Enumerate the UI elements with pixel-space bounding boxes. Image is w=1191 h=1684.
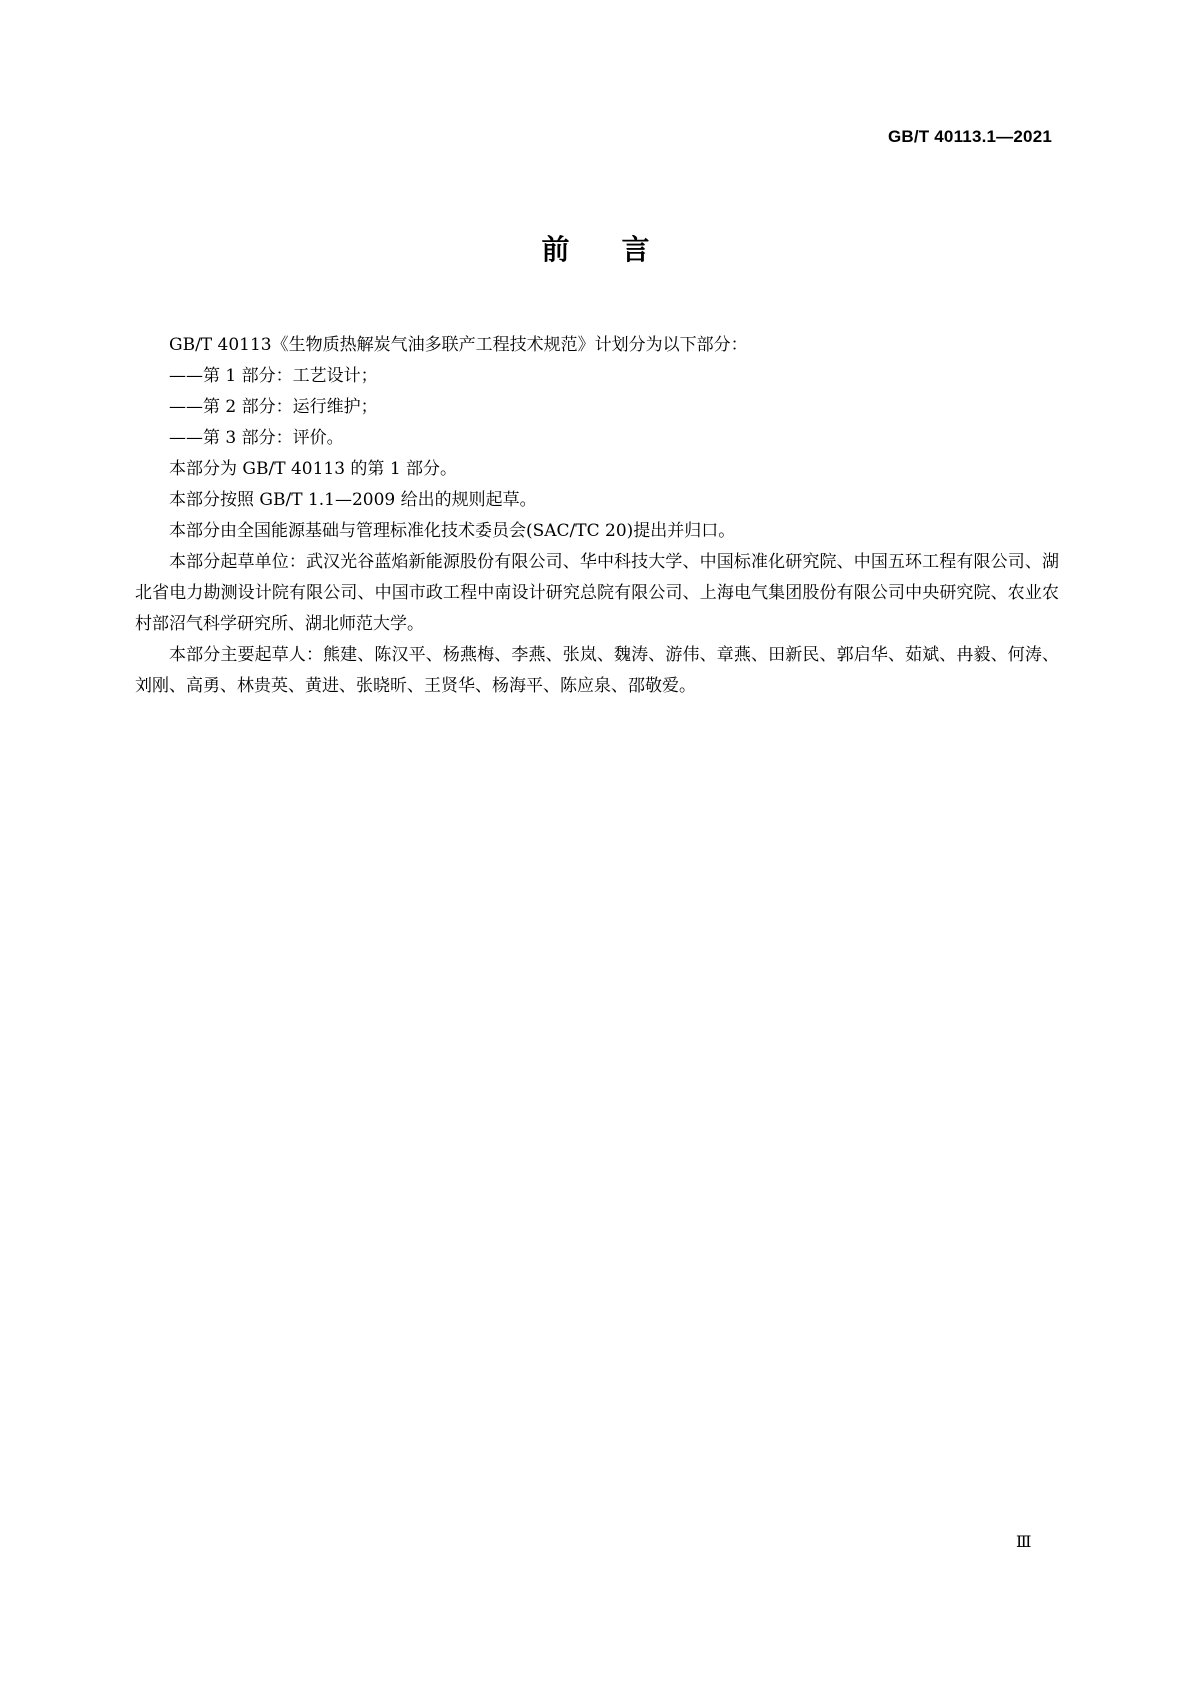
- page-number: Ⅲ: [1016, 1534, 1032, 1551]
- foreword-body: [135, 330, 1059, 702]
- part-statement-paragraph: 本部分为 GB/T 40113 的第 1 部分。: [169, 459, 458, 479]
- list-item-part-1: ——第 1 部分：工艺设计；: [169, 366, 378, 386]
- drafters-paragraph: 本部分主要起草人：熊建、陈汉平、杨燕梅、李燕、张岚、魏涛、游伟、章燕、田新民、郭启华、茹斌、冉毅、何涛、刘刚、高勇、林贵英、黄进、张晓昕、王贤华、杨海平、陈应泉、邵敬爱。: [135, 645, 1059, 696]
- list-item-part-3: ——第 3 部分：评价。: [169, 428, 344, 448]
- proposer-paragraph: 本部分由全国能源基础与管理标准化技术委员会(SAC/TC 20)提出并归口。: [169, 521, 736, 541]
- drafting-units-paragraph: 本部分起草单位：武汉光谷蓝焰新能源股份有限公司、华中科技大学、中国标准化研究院、中国五环工程有限公司、湖北省电力勘测设计院有限公司、中国市政工程中南设计研究总院有限公司、上海电气集团股份有限公司中央研究院、农业农村部沼气科学研究所、湖北师范大学。: [135, 552, 1059, 634]
- list-item-part-2: ——第 2 部分：运行维护；: [169, 397, 378, 417]
- foreword-title: 前言: [541, 233, 702, 266]
- drafting-rules-paragraph: 本部分按照 GB/T 1.1—2009 给出的规则起草。: [169, 490, 537, 510]
- intro-paragraph: GB/T 40113《生物质热解炭气油多联产工程技术规范》计划分为以下部分：: [169, 335, 748, 355]
- standard-code: GB/T 40113.1—2021: [887, 127, 1052, 146]
